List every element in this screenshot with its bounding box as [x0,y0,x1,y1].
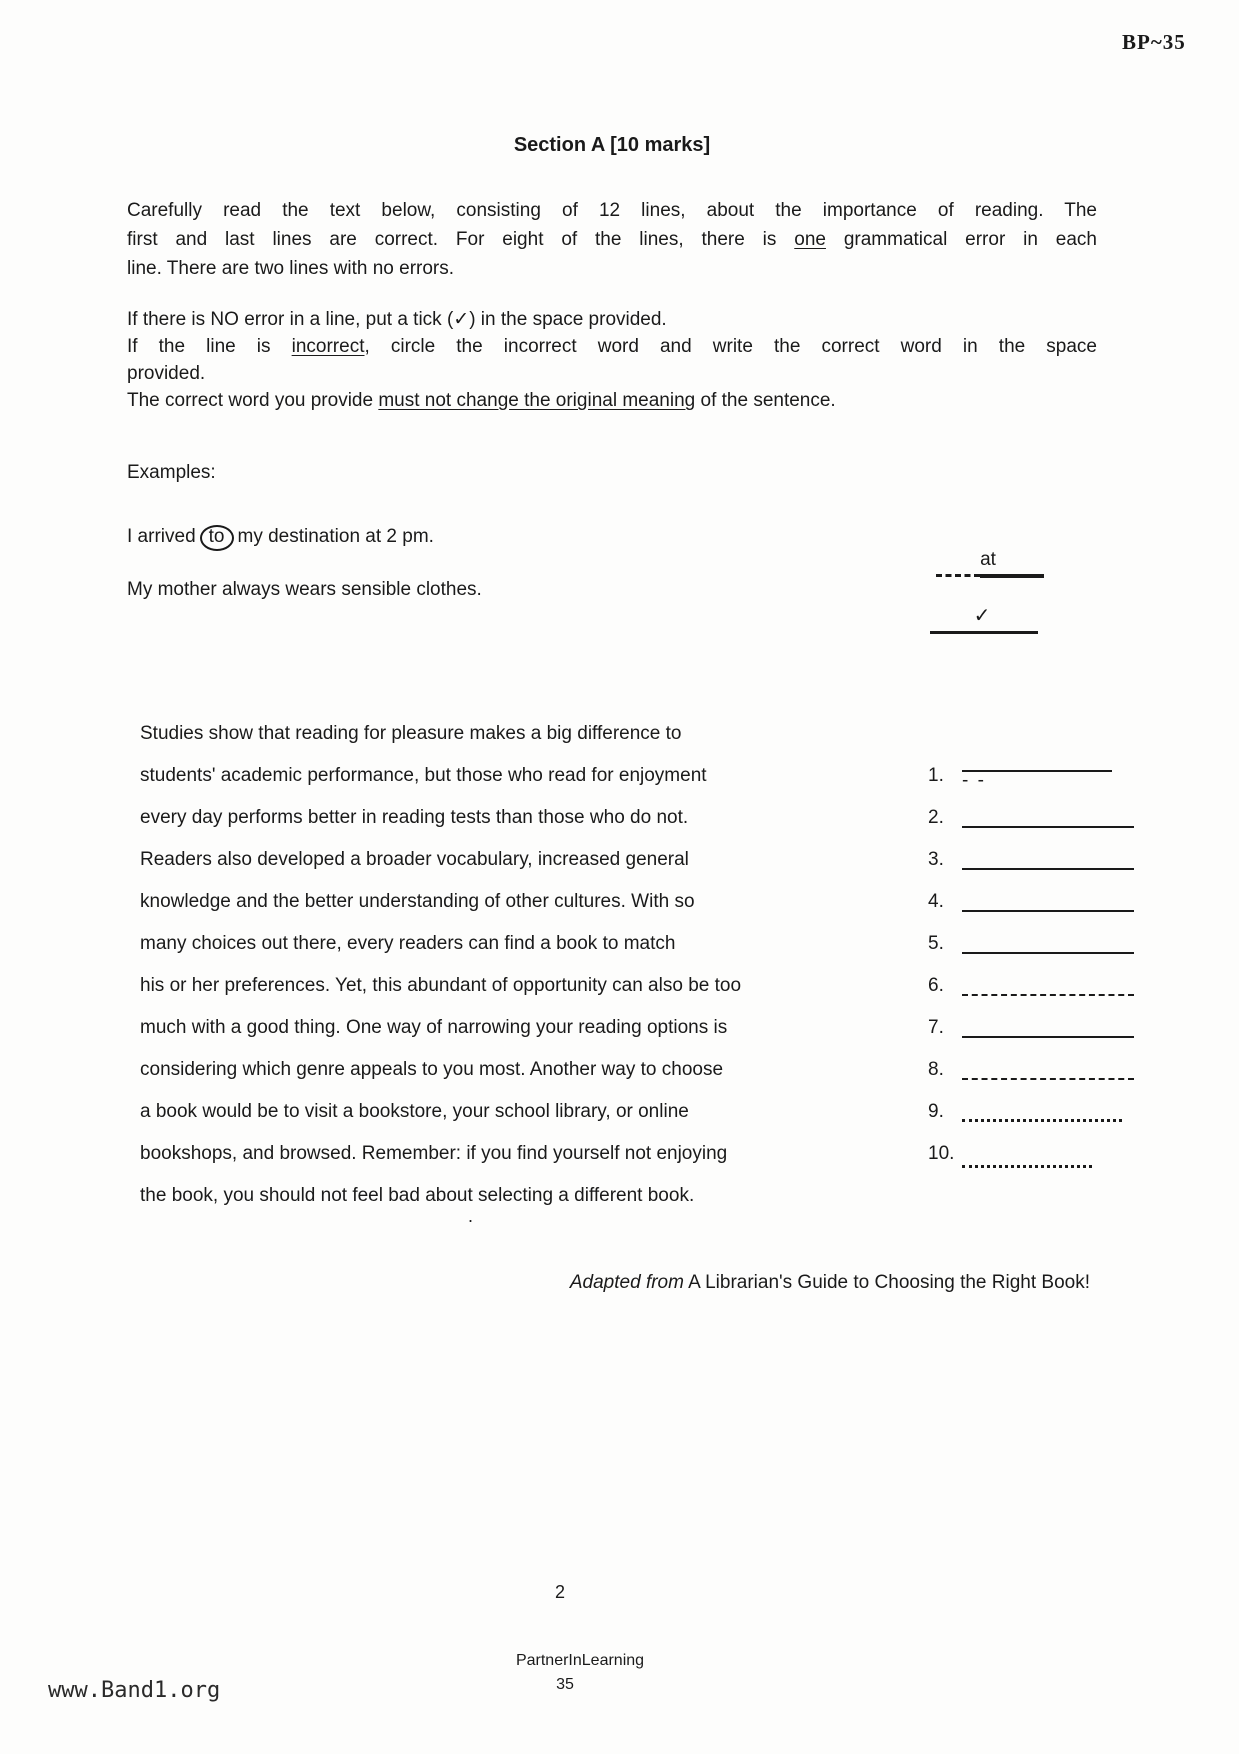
underlined-word: incorrect [291,336,365,357]
blank-number: 4. [928,891,944,912]
blank-line [962,1165,1092,1168]
blank-line [962,1036,1134,1038]
blank-item [928,891,1134,913]
blank-line [962,994,1134,996]
text-segment: grammatical error in each [825,229,1097,250]
text-segment: first and last lines are correct. For eight of the lines, there is [127,229,795,250]
passage-line: bookshops, and browsed. Remember: if you find yourself not enjoying [140,1143,728,1164]
blank-number: 3. [928,849,944,870]
footer-page-ref: 35 [556,1676,574,1693]
rule-line-2 [127,333,1097,360]
rule-line-1: If there is NO error in a line, put a tick (✓) in the space provided. [127,309,667,330]
text-segment: of the sentence. [695,390,836,411]
text-segment: , circle the incorrect word and write the correct word in the space [364,336,1097,357]
rule-line-4 [127,387,1097,414]
passage-line: much with a good thing. One way of narrowing your reading options is [140,1017,728,1038]
source-italic: Adapted from [569,1272,684,1293]
underlined-word: one [794,229,826,250]
blank-number: 8. [928,1059,944,1080]
example-2-sentence: My mother always wears sensible clothes. [127,579,482,600]
passage-line: Studies show that reading for pleasure makes a big difference to [140,723,682,744]
blank-line [962,910,1134,912]
blank-number: 7. [928,1017,944,1038]
blank-number: 9. [928,1101,944,1122]
intro-line-2 [127,225,1097,254]
blank-item [928,1101,1122,1123]
passage-line: students' academic performance, but those who read for enjoyment [140,765,707,786]
intro-paragraph [127,196,1097,283]
watermark-url: www.Band1.org [48,1678,221,1703]
passage-line: Readers also developed a broader vocabulary, increased general [140,849,689,870]
text-segment: If the line is [127,336,292,357]
blank-number: 2. [928,807,944,828]
blank-item [928,1059,1134,1081]
blank-line [962,770,1112,772]
blank-item [928,1143,1092,1168]
blank-item [928,933,1134,955]
rule-line-3: provided. [127,363,206,384]
check-mark: ✓ [973,605,991,627]
underlined-phrase: must not change the original meaning [378,390,696,411]
blank-item [928,975,1134,997]
passage-line: many choices out there, every readers can find a book to match [140,933,676,954]
text-segment: I arrived [127,526,196,547]
intro-line-1: Carefully read the text below, consisting of 12 lines, about the importance of reading. The [127,200,1097,221]
page-number: 2 [554,1582,565,1602]
source-title: A Librarian's Guide to Choosing the Right Book! [683,1272,1090,1293]
example-1-sentence [127,525,434,551]
stray-mark: . [468,1206,474,1226]
blank-line [962,1078,1134,1080]
answer-line [930,631,1038,634]
blank-item [928,807,1134,829]
blank-item [928,765,1112,787]
blank-item [928,849,1134,871]
source-attribution [127,1272,1090,1294]
blank-line [962,952,1134,954]
blank-line [962,1119,1122,1122]
intro-line-3: line. There are two lines with no errors. [127,258,455,279]
section-title: Section A [10 marks] [513,134,711,156]
doc-code: BP~35 [1122,30,1186,54]
passage-line: knowledge and the better understanding of other cultures. With so [140,891,695,912]
example-1-answer: at [980,549,996,570]
passage-line: the book, you should not feel bad about selecting a different book. [140,1185,695,1206]
rules-paragraph [127,306,1097,414]
blank-number: 6. [928,975,944,996]
examples-label: Examples: [127,462,216,483]
passage-line: a book would be to visit a bookstore, your school library, or online [140,1101,689,1122]
reading-passage [140,713,890,1217]
circled-word: to [200,525,234,551]
text-segment: The correct word you provide [127,390,379,411]
text-segment: my destination at 2 pm. [237,526,434,547]
passage-line: his or her preferences. Yet, this abundant of opportunity can also be too [140,975,742,996]
footer-brand: PartnerInLearning [515,1652,645,1669]
passage-line: considering which genre appeals to you most. Another way to choose [140,1059,724,1080]
passage-line: every day performs better in reading tests than those who do not. [140,807,689,828]
blank-line [962,826,1134,828]
blank-line [962,868,1134,870]
blank-number: 5. [928,933,944,954]
blank-number: 1. [928,765,944,786]
blank-item [928,1017,1134,1039]
blank-number: 10. [928,1143,955,1164]
